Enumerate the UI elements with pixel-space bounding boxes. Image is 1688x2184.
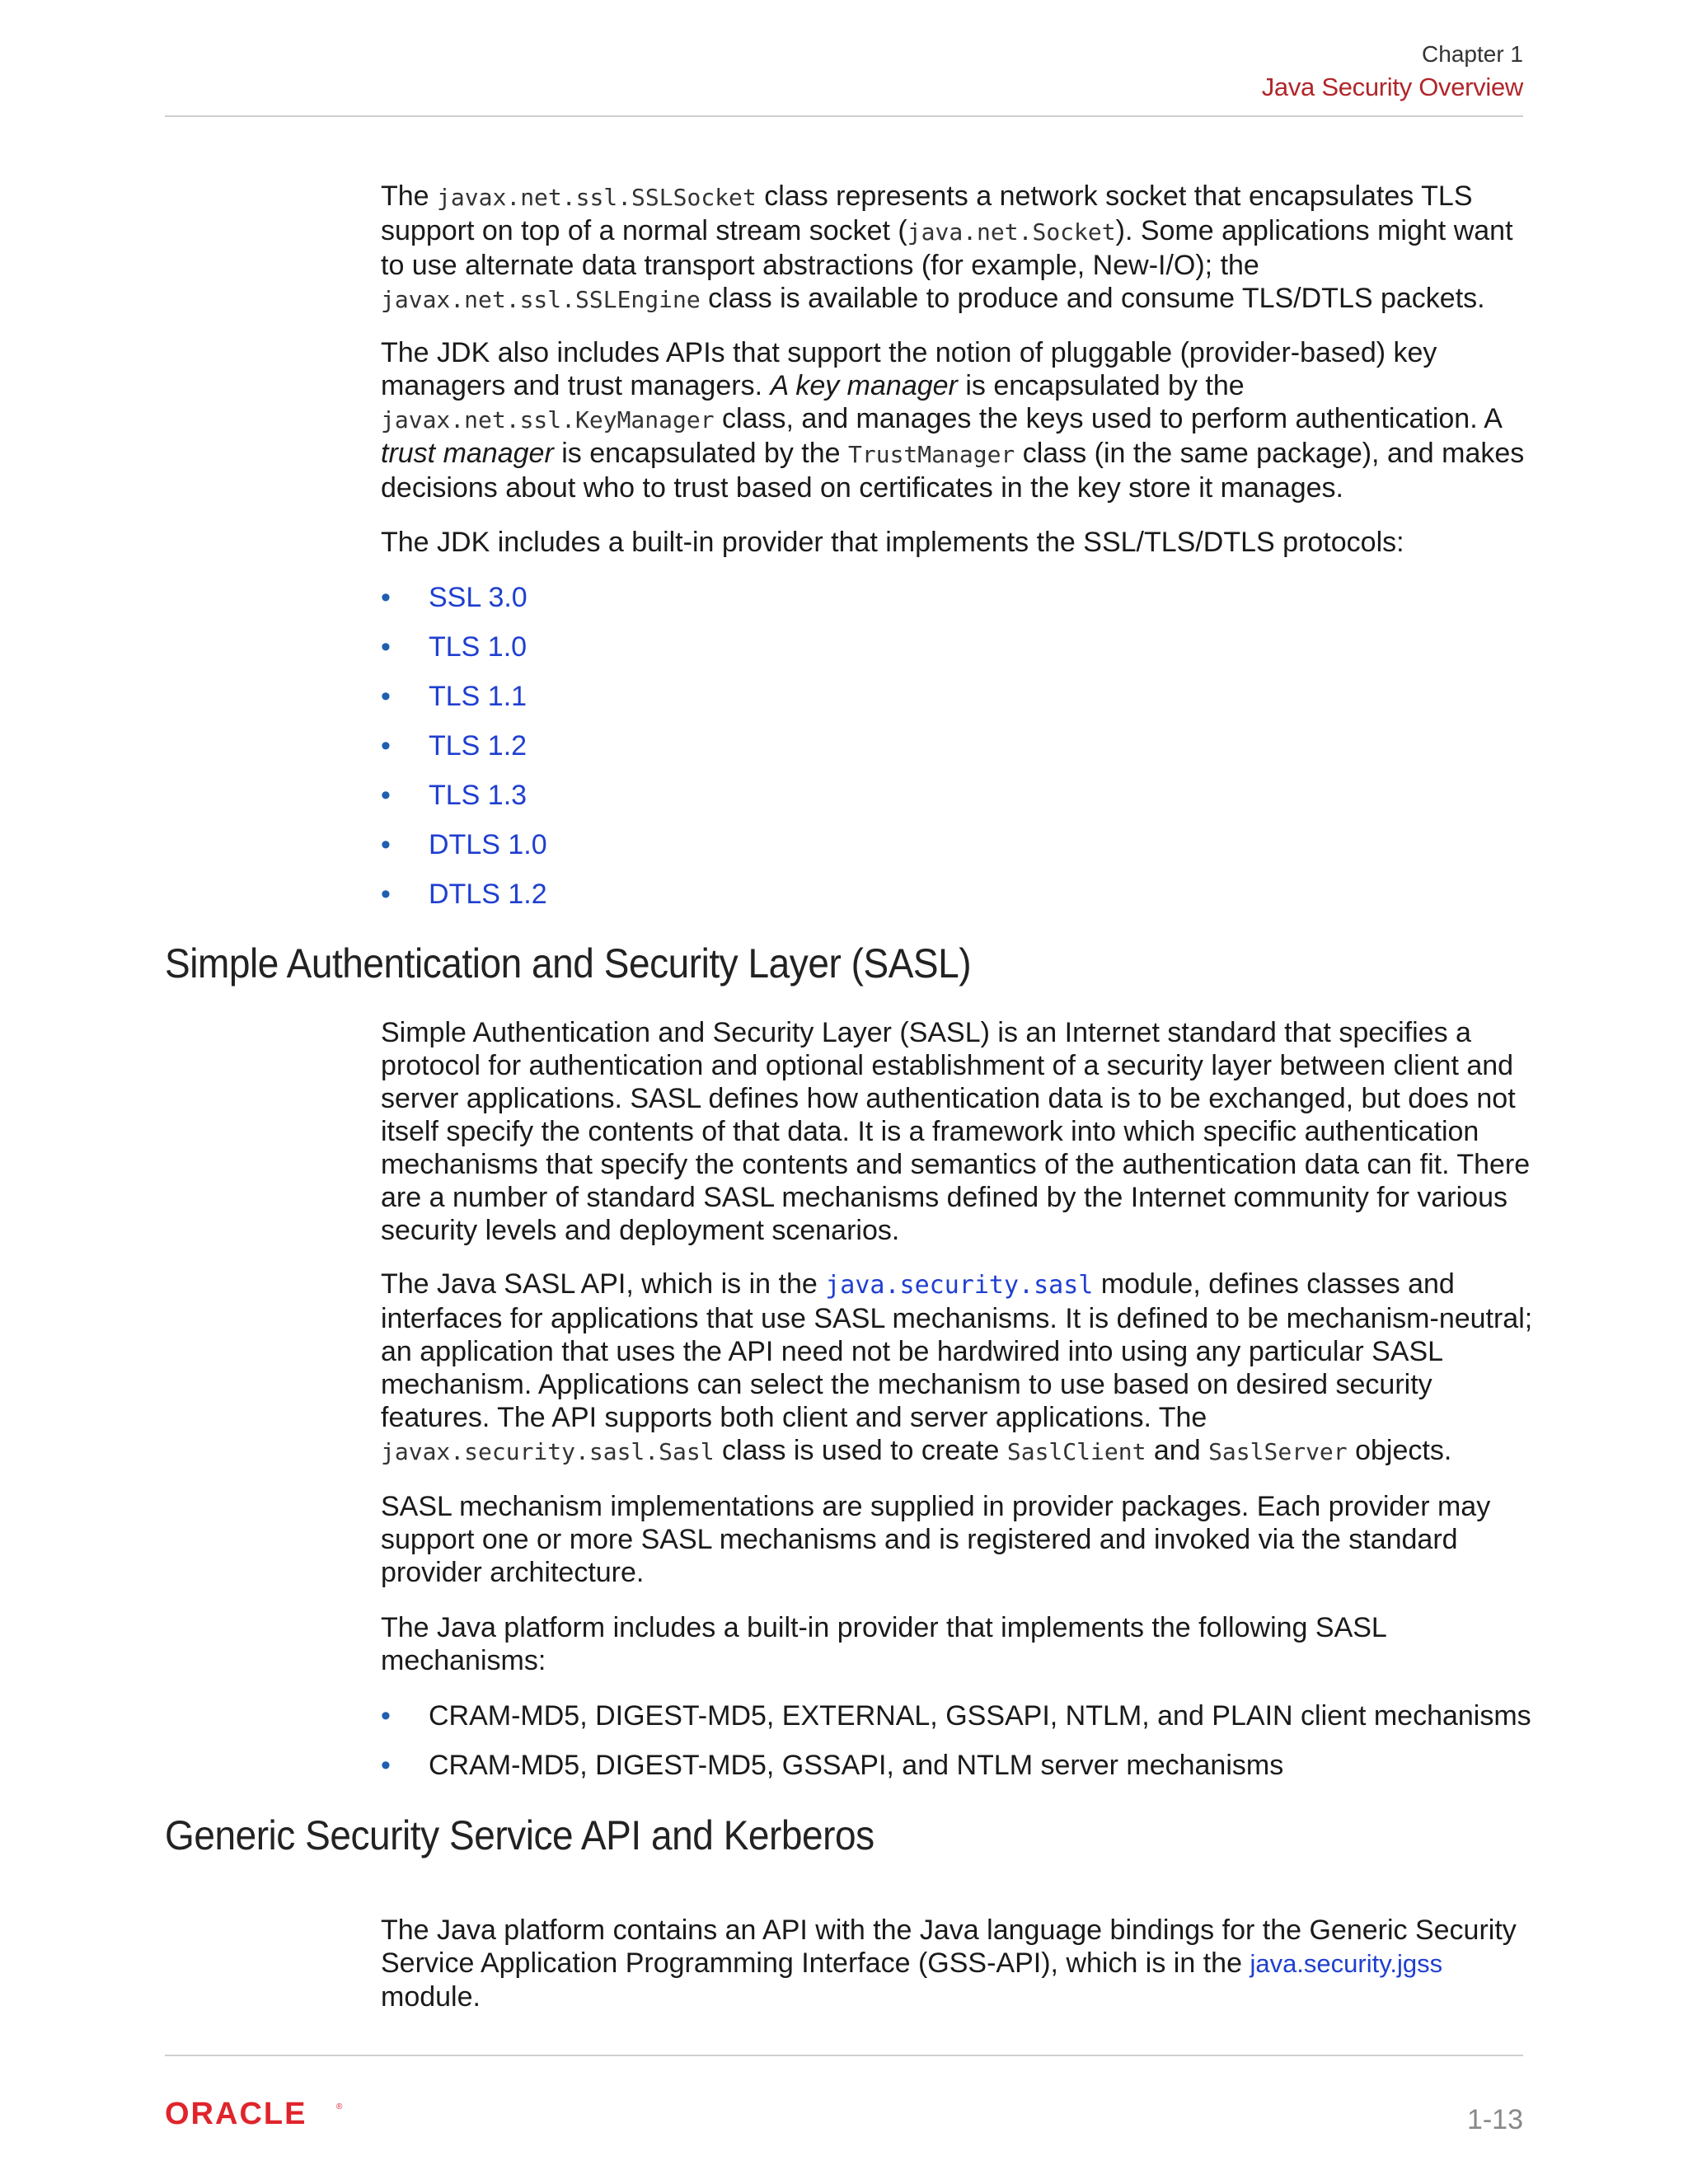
link-java-security-sasl[interactable]: java.security.sasl bbox=[825, 1271, 1094, 1300]
header-divider bbox=[165, 115, 1523, 117]
protocol-item[interactable]: • DTLS 1.2 bbox=[381, 879, 547, 910]
oracle-logo bbox=[165, 2097, 346, 2130]
section-heading-sasl: Simple Authentication and Security Layer (SASL) bbox=[165, 940, 972, 987]
protocol-item[interactable]: • TLS 1.2 bbox=[381, 730, 528, 762]
paragraph-sasl-builtin: The Java platform includes a built-in provider that implements the following SASL mechanisms: bbox=[381, 1612, 1386, 1676]
term-key-manager: A key manager bbox=[770, 370, 958, 401]
mechanism-item: • CRAM-MD5, DIGEST-MD5, EXTERNAL, GSSAPI, NTLM, and PLAIN client mechanisms bbox=[381, 1700, 1531, 1732]
section-heading-gss: Generic Security Service API and Kerberos bbox=[165, 1812, 874, 1858]
svg-text:ORACLE: ORACLE bbox=[165, 2097, 307, 2130]
bullet-icon: • bbox=[381, 582, 391, 613]
paragraph-gss-api: The Java platform contains an API with the Java language bindings for the Generic Security Service Application Programming Interface (GSS-API), which is in the java.security.jgss module. bbox=[381, 1915, 1517, 2013]
code-sslsocket: javax.net.ssl.SSLSocket bbox=[437, 184, 757, 211]
svg-text:®: ® bbox=[336, 2102, 343, 2111]
paragraph-sasl-providers: SASL mechanism implementations are supplied in provider packages. Each provider may support one or more SASL mechanisms and is registered and invoked via the standard provider architecture. bbox=[381, 1491, 1491, 1588]
bullet-icon: • bbox=[381, 879, 391, 910]
paragraph-sasl-intro: Simple Authentication and Security Layer (SASL) is an Internet standard that specifies a protocol for authentication and optional establishment of a security layer between client and server applications. SASL defines how authentication data is to be exchanged, but does not itself specify the contents of that data. It is a framework into which specific authentication mechanisms that specify the contents and semantics of the authentication data can fit. There are a number of standard SASL mechanisms defined by the Internet community for various security levels and deployment scenarios. bbox=[381, 1017, 1531, 1246]
code-saslclient: SaslClient bbox=[1006, 1438, 1146, 1465]
mechanism-item: • CRAM-MD5, DIGEST-MD5, GSSAPI, and NTLM server mechanisms bbox=[381, 1750, 1284, 1781]
protocol-list bbox=[381, 581, 1535, 927]
code-trustmanager: TrustManager bbox=[848, 441, 1015, 468]
protocol-item[interactable]: • DTLS 1.0 bbox=[381, 829, 547, 860]
paragraph-key-managers: The JDK also includes APIs that support the notion of pluggable (provider-based) key managers and trust managers. A key manager is encapsulated by the javax.net.ssl.KeyManager class, and manages the keys used to perform authentication. A trust manager is encapsulated by the TrustManager class (in the same package), and makes decisions about who to trust based on certificates in the key store it manages. bbox=[381, 337, 1525, 504]
protocol-item[interactable]: • TLS 1.0 bbox=[381, 631, 528, 663]
paragraph-sasl-api: The Java SASL API, which is in the java.security.sasl module, defines classes and interfaces for applications that use SASL mechanisms. It is defined to be mechanism-neutral; an application that uses the API need not be hardwired into using any particular SASL mechanism. Applications can select the mechanism to use based on desired security features. The API supports both client and server applications. The javax.security.sasl.Sasl class is used to create SaslClient and SaslServer objects. bbox=[381, 1268, 1533, 1466]
code-socket: java.net.Socket bbox=[907, 218, 1116, 246]
bullet-icon: • bbox=[381, 631, 391, 663]
protocol-item[interactable]: • TLS 1.3 bbox=[381, 780, 528, 811]
bullet-icon: • bbox=[381, 780, 391, 811]
bullet-icon: • bbox=[381, 681, 391, 712]
bullet-icon: • bbox=[381, 730, 391, 762]
mechanism-list bbox=[381, 1699, 1559, 1798]
page-number: 1-13 bbox=[1466, 2104, 1523, 2135]
link-java-security-jgss[interactable]: java.security.jgss bbox=[1250, 1949, 1443, 1978]
bullet-icon: • bbox=[381, 1750, 391, 1781]
paragraph-builtin-provider: The JDK includes a built-in provider that implements the SSL/TLS/DTLS protocols: bbox=[381, 527, 1404, 558]
bullet-icon: • bbox=[381, 1700, 391, 1732]
code-keymanager: javax.net.ssl.KeyManager bbox=[381, 406, 715, 434]
footer-divider bbox=[165, 2055, 1523, 2056]
header-chapter: Chapter 1 bbox=[1422, 41, 1523, 67]
code-saslserver: SaslServer bbox=[1208, 1438, 1348, 1465]
code-sasl: javax.security.sasl.Sasl bbox=[381, 1438, 715, 1465]
term-trust-manager: trust manager bbox=[381, 438, 554, 469]
protocol-item[interactable]: • SSL 3.0 bbox=[381, 582, 528, 613]
code-sslengine: javax.net.ssl.SSLEngine bbox=[381, 286, 701, 313]
paragraph-sslsocket: The javax.net.ssl.SSLSocket class represents a network socket that encapsulates TLS support on top of a normal stream socket (java.net.Socket). Some applications might want to use alternate data transport abstractions (for example, New-I/O); the javax.net.ssl.SSLEngine class is available to produce and consume TLS/DTLS packets. bbox=[381, 180, 1513, 314]
header-chapter-title: Java Security Overview bbox=[1261, 73, 1523, 101]
bullet-icon: • bbox=[381, 829, 391, 860]
protocol-item[interactable]: • TLS 1.1 bbox=[381, 681, 528, 712]
